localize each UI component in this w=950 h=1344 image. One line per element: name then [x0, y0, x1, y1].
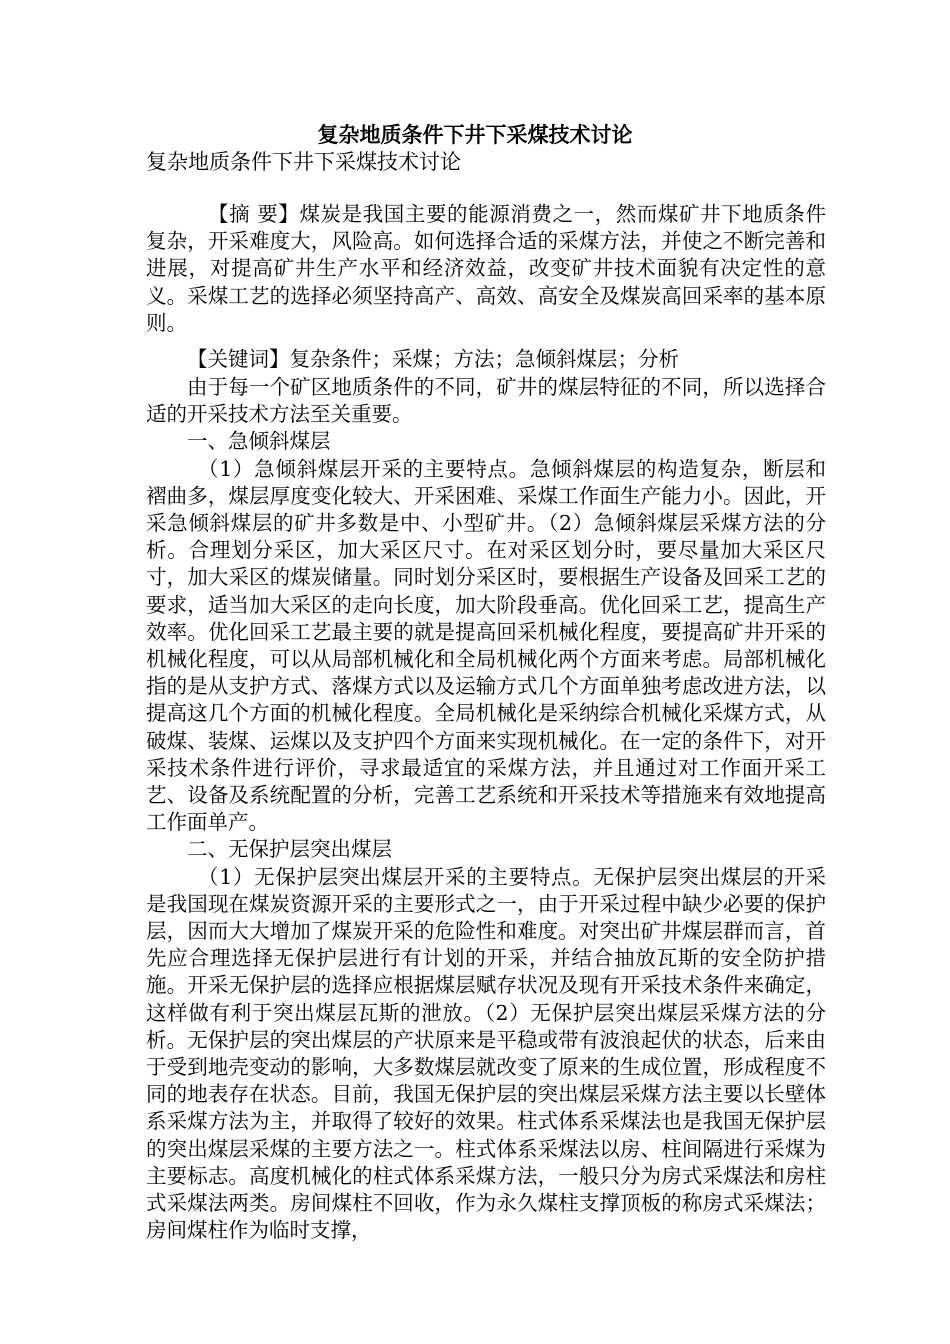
- section-heading-2: 二、无保护层突出煤层: [187, 837, 392, 862]
- document-subtitle: 复杂地质条件下井下采煤技术讨论: [146, 150, 461, 174]
- abstract-paragraph: 【摘 要】煤炭是我国主要的能源消费之一，然而煤矿井下地质条件复杂，开采难度大，风险高。如何选择合适的采煤方法，并使之不断完善和进展，对提高矿井生产水平和经济效益，改变矿井技术面貌有决定性的意义。采煤工艺的选择必须坚持高产、高效、高安全及煤炭高回采率的基本原则。: [146, 202, 826, 335]
- intro-paragraph: 由于每一个矿区地质条件的不同，矿井的煤层特征的不同，所以选择合适的开采技术方法至关重要。: [146, 375, 826, 427]
- body-text: [146, 374, 826, 1245]
- keywords-line: 【关键词】复杂条件；采煤；方法；急倾斜煤层；分析: [187, 347, 679, 371]
- document-title: 复杂地质条件下井下采煤技术讨论: [317, 122, 633, 147]
- section-heading-1: 一、急倾斜煤层: [187, 429, 331, 454]
- section-paragraph-2: （1）无保护层突出煤层开采的主要特点。无保护层突出煤层的开采是我国现在煤炭资源开采的主要形式之一，由于开采过程中缺少必要的保护层，因而大大增加了煤炭开采的危险性和难度。对突出矿井煤层群而言，首先应合理选择无保护层进行有计划的开采，并结合抽放瓦斯的安全防护措施。开采无保护层的选择应根据煤层赋存状况及现有开采技术条件来确定，这样做有利于突出煤层瓦斯的泄放。（2）无保护层突出煤层采煤方法的分析。无保护层的突出煤层的产状原来是平稳或带有波浪起伏的状态，后来由于受到地壳变动的影响，大多数煤层就改变了原来的生成位置，形成程度不同的地表存在状态。目前，我国无保护层的突出煤层采煤方法主要以长壁体系采煤方法为主，并取得了较好的效果。柱式体系采煤法也是我国无保护层的突出煤层采煤的主要方法之一。柱式体系采煤法以房、柱间隔进行采煤为主要标志。高度机械化的柱式体系采煤方法，一般只分为房式采煤法和房柱式采煤法两类。房间煤柱不回收，作为永久煤柱支撑顶板的称房式采煤法；房间煤柱作为临时支撑，: [146, 864, 826, 1243]
- section-paragraph-1: （1）急倾斜煤层开采的主要特点。急倾斜煤层的构造复杂，断层和褶曲多，煤层厚度变化较大、开采困难、采煤工作面生产能力小。因此，开采急倾斜煤层的矿井多数是中、小型矿井。（2）急倾斜煤层采煤方法的分析。合理划分采区，加大采区尺寸。在对采区划分时，要尽量加大采区尺寸，加大采区的煤炭储量。同时划分采区时，要根据生产设备及回采工艺的要求，适当加大采区的走向长度，加大阶段垂高。优化回采工艺，提高生产效率。优化回采工艺最主要的就是提高回采机械化程度，要提高矿井开采的机械化程度，可以从局部机械化和全局机械化两个方面来考虑。局部机械化指的是从支护方式、落煤方式以及运输方式几个方面单独考虑改进方法，以提高这几个方面的机械化程度。全局机械化是采纳综合机械化采煤方式，从破煤、装煤、运煤以及支护四个方面来实现机械化。在一定的条件下，对开采技术条件进行评价，寻求最适宜的采煤方法，并且通过对工作面开采工艺、设备及系统配置的分析，完善工艺系统和开采技术等措施来有效地提高工作面单产。: [146, 456, 826, 835]
